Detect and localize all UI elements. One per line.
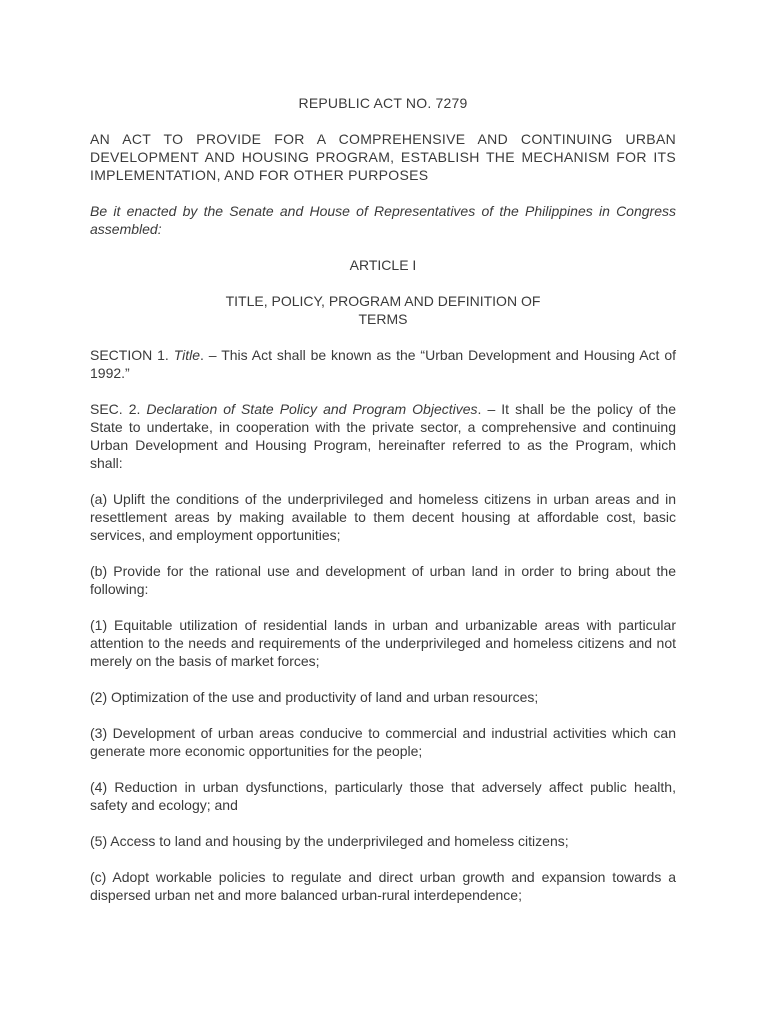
section-1-caption: Title (173, 347, 201, 363)
section-2 (90, 400, 676, 472)
item-b5: (5) Access to land and housing by the underprivileged and homeless citizens; (90, 833, 569, 849)
item-b2: (2) Optimization of the use and productivity of land and urban resources; (90, 689, 539, 705)
item-b: (b) Provide for the rational use and development of urban land in order to bring about the following: (90, 563, 676, 597)
item-c: (c) Adopt workable policies to regulate and direct urban growth and expansion towards a dispersed urban net and more balanced urban-rural interdependence; (90, 869, 676, 903)
article-heading: ARTICLE I (349, 257, 417, 273)
document-page (90, 94, 676, 922)
item-b3: (3) Development of urban areas conducive to commercial and industrial activities which can generate more economic opportunities for the people; (90, 725, 676, 759)
enacting-clause (90, 202, 676, 238)
article-subheading (90, 292, 676, 328)
item-b4: (4) Reduction in urban dysfunctions, particularly those that adversely affect public health, safety and ecology; and (90, 779, 676, 813)
section-1-text: . – This Act shall be known as the “Urban Development and Housing Act of 1992.” (90, 347, 677, 381)
article-subheading-line2: TERMS (358, 311, 408, 327)
act-number: REPUBLIC ACT NO. 7279 (298, 95, 468, 111)
article-subheading-line1: TITLE, POLICY, PROGRAM AND DEFINITION OF (225, 293, 541, 309)
section-2-label: SEC. 2. (90, 401, 147, 417)
act-long-title: AN ACT TO PROVIDE FOR A COMPREHENSIVE AND CONTINUING URBAN DEVELOPMENT AND HOUSING PROGRAM, ESTABLISH THE MECHANISM FOR ITS IMPLEMENTATION, AND FOR OTHER PURPOSES (90, 131, 676, 183)
section-1 (90, 346, 676, 382)
item-b1: (1) Equitable utilization of residential lands in urban and urbanizable areas with particular attention to the needs and requirements of the underprivileged and homeless citizens and not merely on the basis of market forces; (90, 617, 676, 669)
item-a: (a) Uplift the conditions of the underprivileged and homeless citizens in urban areas and in resettlement areas by making available to them decent housing at affordable cost, basic services, and employment opportunities; (90, 491, 676, 543)
section-2-caption: Declaration of State Policy and Program Objectives (146, 401, 478, 417)
enacting-clause-text: Be it enacted by the Senate and House of Representatives of the Philippines in Congress assembled: (90, 203, 676, 237)
section-2-text: . – It shall be the policy of the State to undertake, in cooperation with the private sector, a comprehensive and continuing Urban Development and Housing Program, hereinafter referred to as the Program, which shall: (90, 401, 676, 471)
section-1-label: SECTION 1. (90, 347, 174, 363)
